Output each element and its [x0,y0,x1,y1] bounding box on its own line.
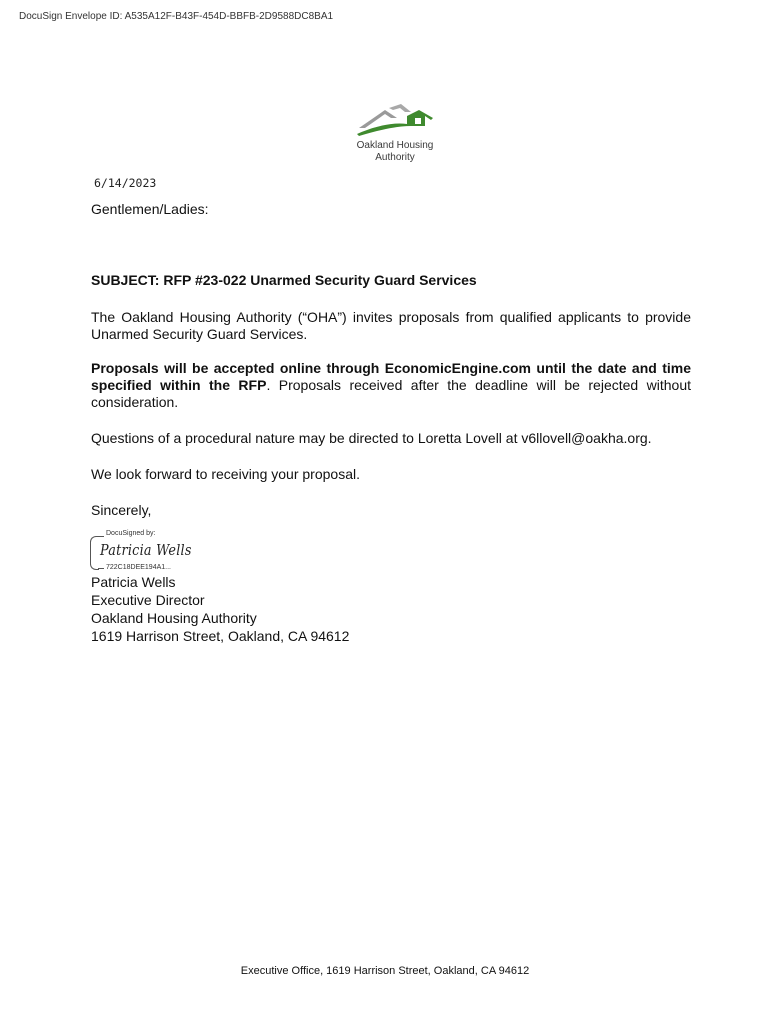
body-paragraph-2 [91,360,691,411]
signer-title: Executive Director [91,592,205,608]
docusign-envelope-id: DocuSign Envelope ID: A535A12F-B43F-454D-BBFB-2D9588DC8BA1 [19,11,334,22]
footer-address: Executive Office, 1619 Harrison Street, Oakland, CA 94612 [240,965,530,977]
signer-block [91,573,349,645]
signer-address: 1619 Harrison Street, Oakland, CA 94612 [91,628,350,644]
signer-name: Patricia Wells [91,574,176,590]
subject-line: SUBJECT: RFP #23-022 Unarmed Security Guard Services [91,272,477,288]
handwritten-signature: Patricia Wells [100,541,192,559]
deadline-notice-rest: . Proposals received after the deadline will be rejected without consideration. [91,377,691,410]
docusign-signature-box [88,530,218,574]
salutation: Gentlemen/Ladies: [91,201,209,217]
house-logo-icon [345,104,445,140]
body-paragraph-1: The Oakland Housing Authority (“OHA”) invites proposals from qualified applicants to provide Unarmed Security Guard Services. [91,309,691,342]
oha-logo [345,104,445,164]
docusigned-by-label: DocuSigned by: [106,530,156,537]
signature-code: 722C18DEE194A1... [106,564,171,571]
deadline-notice-bold: Proposals will be accepted online through EconomicEngine.com until the date and time specified within the RFP [91,360,691,393]
signature-bracket [90,536,99,570]
letter-date: 6/14/2023 [94,176,157,190]
body-paragraph-3: Questions of a procedural nature may be directed to Loretta Lovell at v6llovell@oakha.org. [91,430,652,446]
body-paragraph-4: We look forward to receiving your proposal. [91,466,360,482]
closing: Sincerely, [91,502,152,518]
logo-line-2: Authority [375,152,415,163]
logo-line-1: Oakland Housing [356,140,434,151]
signer-organization: Oakland Housing Authority [91,610,257,626]
